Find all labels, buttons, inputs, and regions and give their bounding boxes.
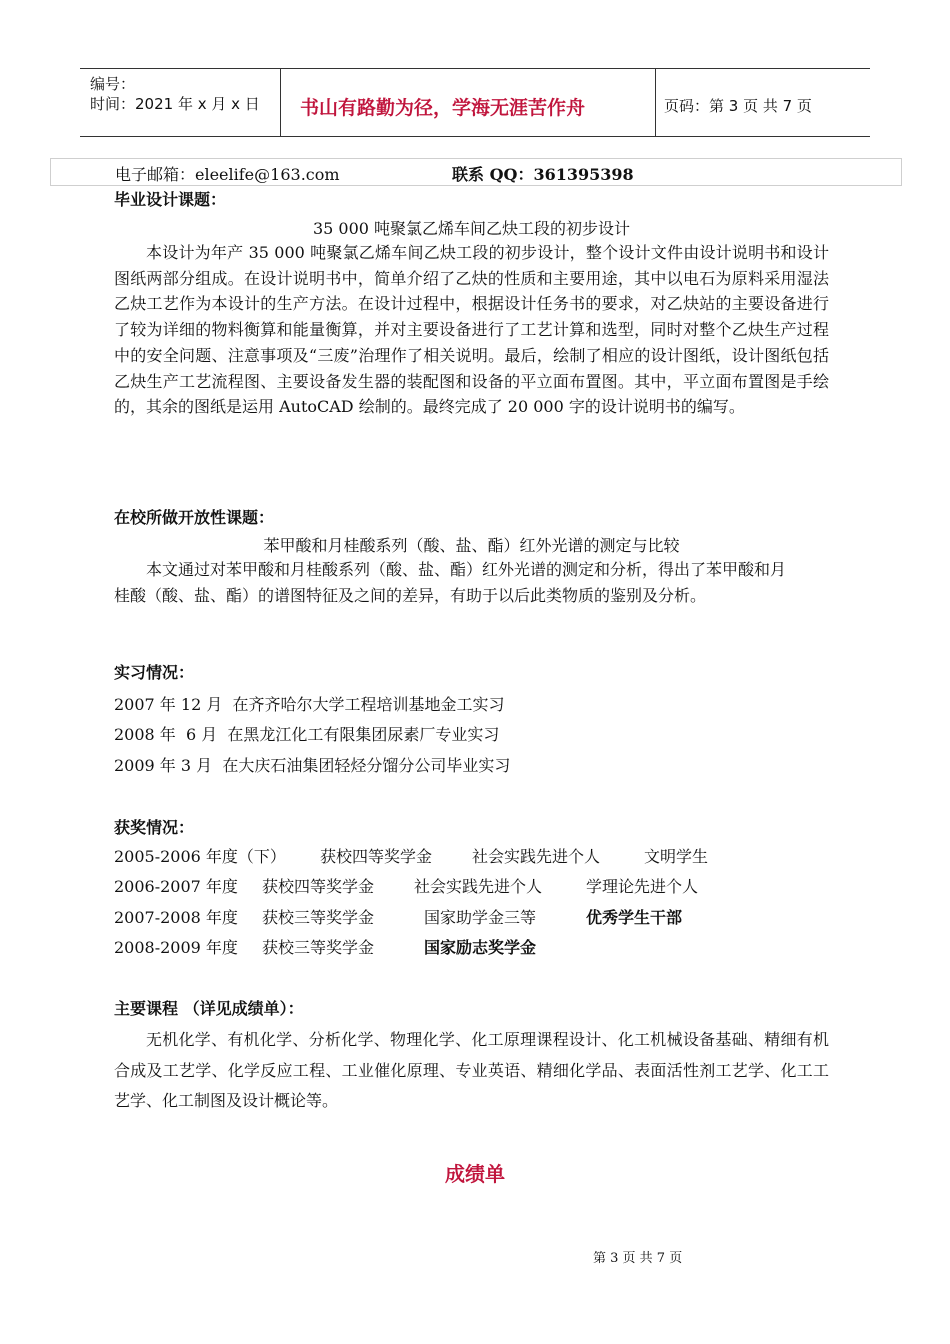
- awards-heading: 获奖情况：: [114, 818, 195, 837]
- internship-heading: 实习情况：: [114, 663, 195, 682]
- open-project-body: 本文通过对苯甲酸和月桂酸系列（酸、盐、酯）红外光谱的测定和分析，得出了苯甲酸和月桂酸（酸、盐、酯）的谱图特征及之间的差异，有助于以后此类物质的鉴别及分析。: [114, 560, 787, 605]
- award-item: 获校四等奖学金: [262, 877, 375, 896]
- header-divider-right: [655, 68, 656, 136]
- header-motto: 书山有路勤为径，学海无涯苦作舟: [300, 97, 586, 119]
- award-item: 获校四等奖学金: [320, 847, 433, 866]
- award-item: 文明学生: [644, 847, 709, 866]
- header-top-border: [80, 68, 870, 69]
- contact-email: 电子邮箱：eleelife@163.com: [115, 165, 340, 184]
- award-item: 获校三等奖学金: [262, 908, 375, 927]
- page-footer: 第 3 页 共 7 页: [593, 1251, 683, 1266]
- contact-qq: 联系 QQ：361395398: [452, 165, 634, 184]
- graduation-title: 35 000 吨聚氯乙烯车间乙炔工段的初步设计: [312, 219, 631, 238]
- page-info: 页码：第 3 页 共 7 页: [664, 97, 812, 115]
- award-year: 2006-2007 年度: [114, 877, 238, 896]
- award-year: 2007-2008 年度: [114, 908, 238, 927]
- award-item: 学理论先进个人: [586, 877, 699, 896]
- courses-body: 无机化学、有机化学、分析化学、物理化学、化工原理课程设计、化工机械设备基础、精细有机合成及工艺学、化学反应工程、工业催化原理、专业英语、精细化学品、表面活性剂工艺学、化工工艺学、化工制图及设计概论等。: [114, 1030, 829, 1110]
- award-year: 2005-2006 年度（下）: [114, 847, 286, 866]
- award-year: 2008-2009 年度: [114, 938, 238, 957]
- award-item: 社会实践先进个人: [472, 847, 601, 866]
- award-item: 国家励志奖学金: [424, 938, 537, 957]
- award-item: 国家助学金三等: [424, 908, 537, 927]
- serial-label: 编号：: [90, 75, 136, 93]
- award-item: 优秀学生干部: [586, 908, 683, 927]
- open-project-heading: 在校所做开放性课题：: [114, 508, 275, 527]
- graduation-heading: 毕业设计课题：: [114, 190, 227, 209]
- award-item: 社会实践先进个人: [414, 877, 543, 896]
- open-project-title: 苯甲酸和月桂酸系列（酸、盐、酯）红外光谱的测定与比较: [263, 536, 680, 555]
- courses-heading: 主要课程 （详见成绩单）：: [114, 999, 304, 1018]
- header-bottom-border: [80, 136, 870, 137]
- time-label: 时间：2021 年 x 月 x 日: [90, 95, 260, 113]
- internship-item: 2008 年 6 月 在黑龙江化工有限集团尿素厂专业实习: [114, 725, 500, 744]
- award-item: 获校三等奖学金: [262, 938, 375, 957]
- internship-item: 2007 年 12 月 在齐齐哈尔大学工程培训基地金工实习: [114, 695, 505, 714]
- internship-item: 2009 年 3 月 在大庆石油集团轻烃分馏分公司毕业实习: [114, 756, 511, 775]
- header-divider-left: [280, 68, 281, 136]
- transcript-title: 成绩单: [445, 1162, 505, 1186]
- graduation-body: 本设计为年产 35 000 吨聚氯乙烯车间乙炔工段的初步设计，整个设计文件由设计说明书和设计图纸两部分组成。在设计说明书中，简单介绍了乙炔的性质和主要用途，其中以电石为原料采用湿法乙炔工艺作为本设计的生产方法。在设计过程中，根据设计任务书的要求，对乙炔站的主要设备进行了较为详细的物料衡算和能量衡算，并对主要设备进行了工艺计算和选型，同时对整个乙炔生产过程中的安全问题、注意事项及“三废”治理作了相关说明。最后，绘制了相应的设计图纸，设计图纸包括乙炔生产工艺流程图、主要设备发生器的装配图和设备的平立面布置图。其中，平立面布置图是手绘的，其余的图纸是运用 AutoCAD 绘制的。最终完成了 20 000 字的设计说明书的编写。: [114, 243, 829, 417]
